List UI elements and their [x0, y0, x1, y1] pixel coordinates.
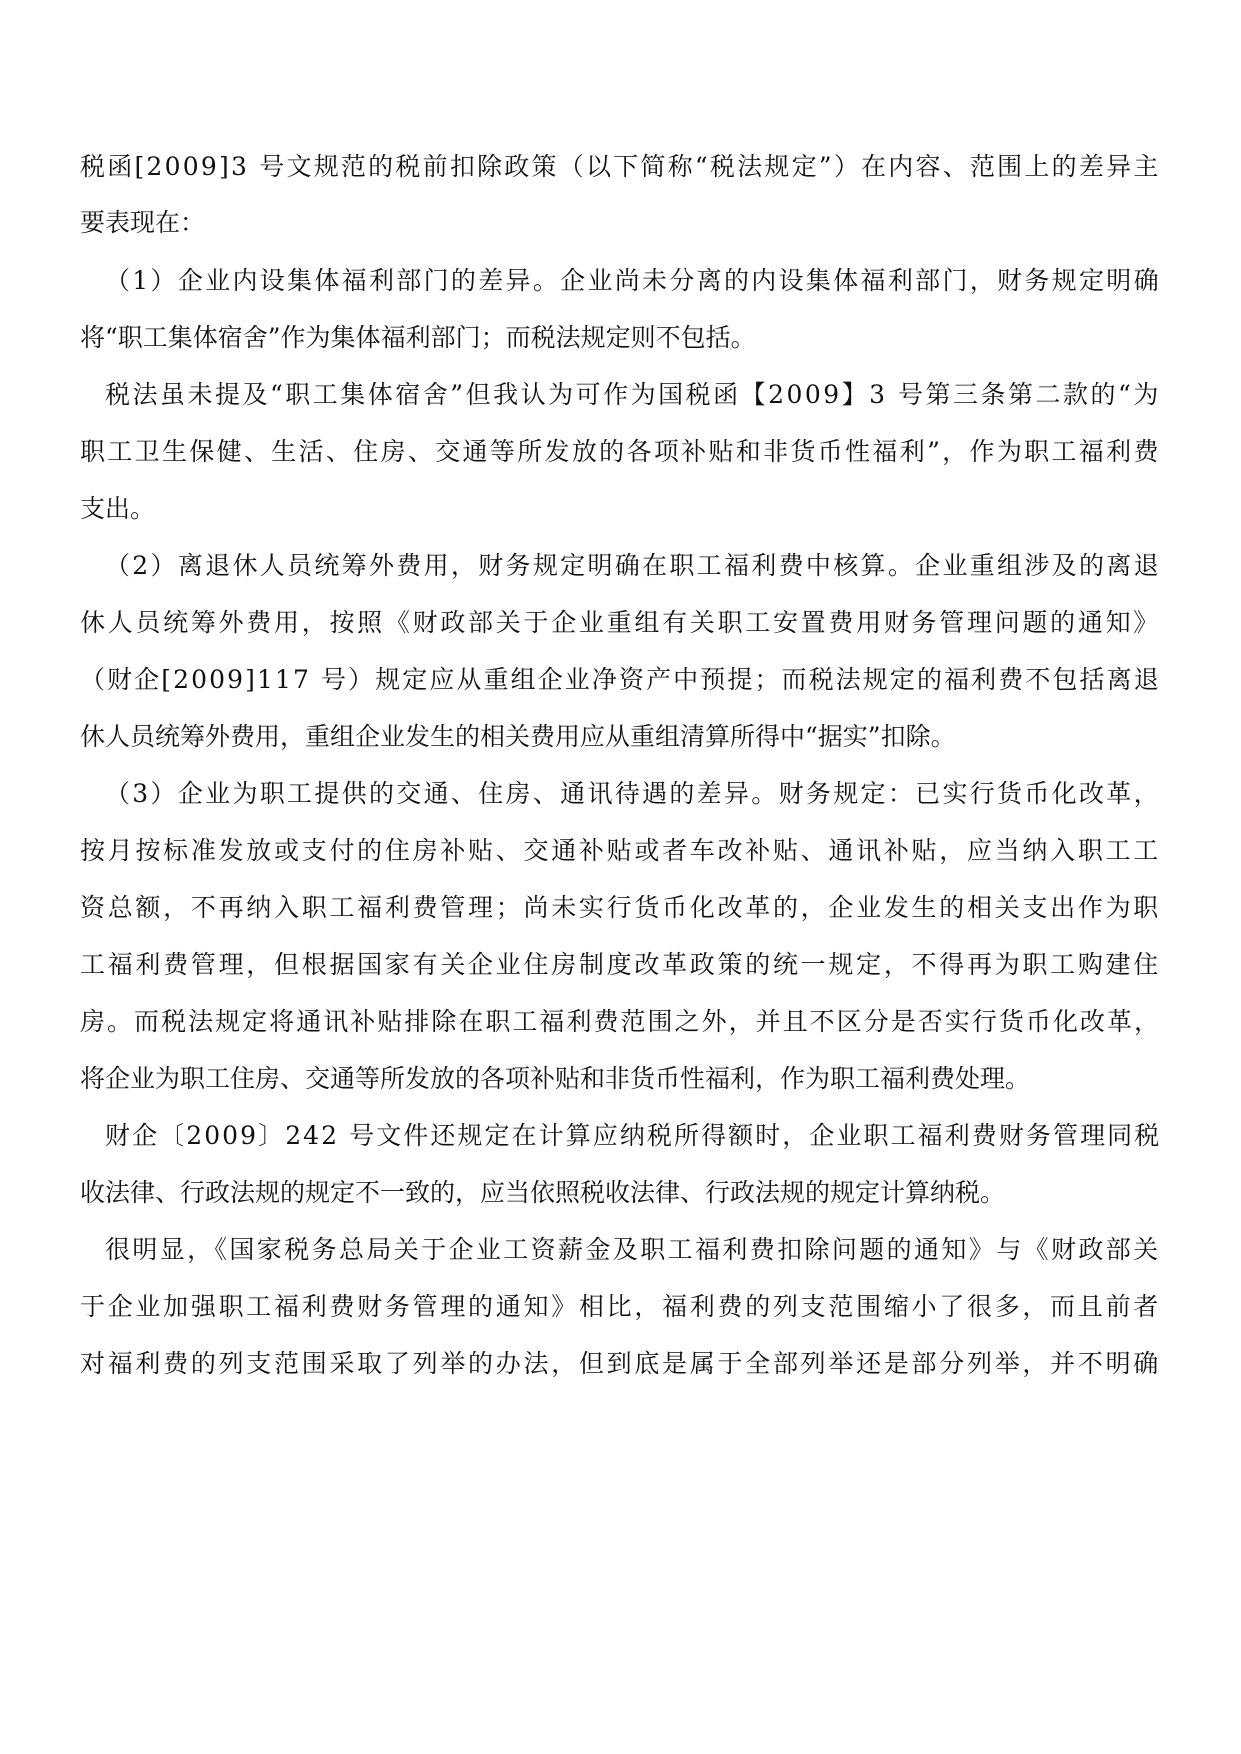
text-line: 财企〔2009〕242 号文件还规定在计算应纳税所得额时，企业职工福利费财务管理同税	[105, 1121, 1162, 1150]
text-line: 将企业为职工住房、交通等所发放的各项补贴和非货币性福利，作为职工福利费处理。	[80, 1064, 1031, 1093]
text-line: 房。而税法规定将通讯补贴排除在职工福利费范围之外，并且不区分是否实行货币化改革，	[80, 1007, 1162, 1036]
text-line: 税函[2009]3 号文规范的税前扣除政策（以下简称“税法规定”）在内容、范围上的差异主	[80, 152, 1161, 181]
text-line: （2）离退休人员统筹外费用，财务规定明确在职工福利费中核算。企业重组涉及的离退	[105, 551, 1161, 580]
text-line: 很明显，《国家税务总局关于企业工资薪金及职工福利费扣除问题的通知》与《财政部关	[105, 1235, 1161, 1264]
text-line: 将“职工集体宿舍”作为集体福利部门；而税法规定则不包括。	[80, 323, 756, 352]
text-line: 休人员统筹外费用，按照《财政部关于企业重组有关职工安置费用财务管理问题的通知》	[80, 608, 1162, 637]
text-line: 休人员统筹外费用，重组企业发生的相关费用应从重组清算所得中“据实”扣除。	[80, 722, 956, 751]
text-line: 工福利费管理，但根据国家有关企业住房制度改革政策的统一规定，不得再为职工购建住	[80, 950, 1162, 979]
text-line: 税法虽未提及“职工集体宿舍”但我认为可作为国税函【2009】3 号第三条第二款的“为	[105, 380, 1161, 409]
text-line: 对福利费的列支范围采取了列举的办法，但到底是属于全部列举还是部分列举，并不明确	[80, 1349, 1162, 1378]
text-line: （3）企业为职工提供的交通、住房、通讯待遇的差异。财务规定：已实行货币化改革，	[105, 779, 1161, 808]
text-line: 支出。	[80, 494, 156, 523]
text-line: （1）企业内设集体福利部门的差异。企业尚未分离的内设集体福利部门，财务规定明确	[105, 266, 1161, 295]
text-line: 按月按标准发放或支付的住房补贴、交通补贴或者车改补贴、通讯补贴，应当纳入职工工	[80, 836, 1162, 865]
text-line: 要表现在：	[80, 208, 206, 237]
text-line: 职工卫生保健、生活、住房、交通等所发放的各项补贴和非货币性福利”，作为职工福利费	[80, 437, 1161, 466]
text-line: 于企业加强职工福利费财务管理的通知》相比，福利费的列支范围缩小了很多，而且前者	[80, 1292, 1162, 1321]
text-line: （财企[2009]117 号）规定应从重组企业净资产中预提；而税法规定的福利费不包括离退	[80, 665, 1161, 694]
text-line: 资总额，不再纳入职工福利费管理；尚未实行货币化改革的，企业发生的相关支出作为职	[80, 893, 1162, 922]
text-line: 收法律、行政法规的规定不一致的，应当依照税收法律、行政法规的规定计算纳税。	[80, 1178, 1006, 1207]
